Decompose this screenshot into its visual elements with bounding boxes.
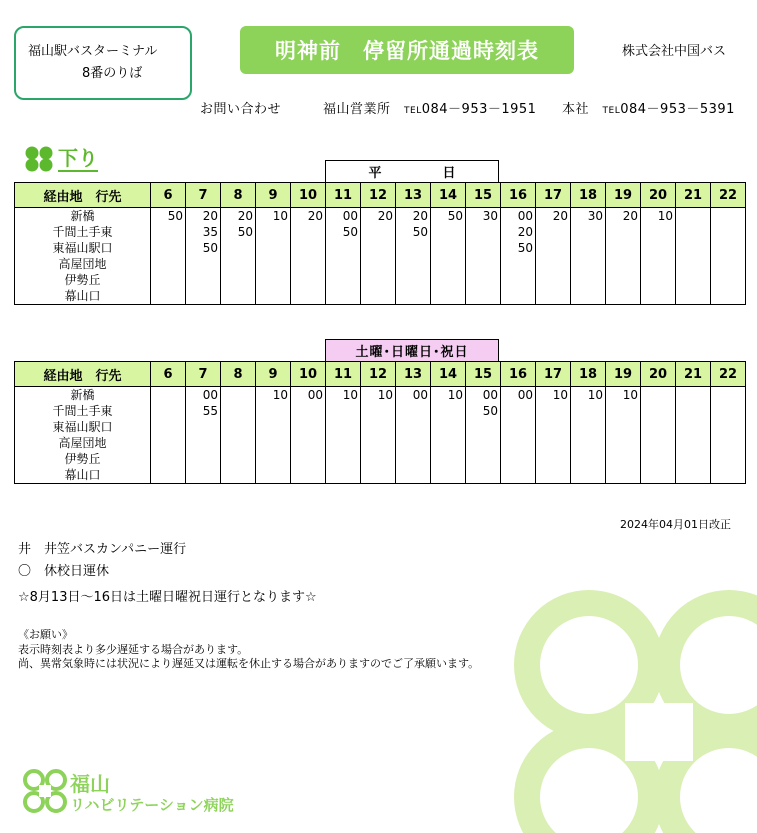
hour-header: 19	[606, 183, 641, 208]
hour-minutes-cell	[431, 208, 466, 305]
departure-minute: 50	[517, 241, 533, 255]
hour-header: 12	[361, 362, 396, 387]
destination-name: 幕山口	[64, 468, 101, 482]
company-name: 株式会社中国バス	[622, 44, 727, 59]
hour-header: 11	[326, 183, 361, 208]
branch-tel-prefix: TEL	[404, 106, 422, 116]
hour-header: 7	[186, 362, 221, 387]
legend-text: 井笠バスカンパニー運行	[44, 542, 187, 557]
hour-header: 17	[536, 362, 571, 387]
hour-header: 20	[641, 183, 676, 208]
departure-minute: 55	[202, 404, 218, 418]
timetable-holiday	[14, 361, 746, 484]
departure-minute: 00	[202, 388, 218, 402]
hour-header: 19	[606, 362, 641, 387]
departure-minute: 20	[237, 209, 253, 223]
hour-header: 6	[151, 362, 186, 387]
hour-minutes-cell	[641, 208, 676, 305]
sponsor-name: 福山	[70, 772, 110, 796]
departure-minute: 50	[202, 241, 218, 255]
hour-minutes-cell	[326, 387, 361, 484]
hour-header: 16	[501, 362, 536, 387]
destination-name: 高屋団地	[58, 257, 107, 271]
notes-line-1: 表示時刻表より多少遅延する場合があります。	[18, 643, 249, 656]
hour-header: 14	[431, 183, 466, 208]
hour-minutes-cell	[536, 387, 571, 484]
legend-item	[18, 560, 109, 579]
destination-name: 新橋	[70, 209, 95, 223]
departure-minute: 50	[447, 209, 463, 223]
departure-minute: 10	[342, 388, 358, 402]
special-notice: ☆8月13日～16日は土曜日曜祝日運行となります☆	[18, 590, 317, 605]
legend-text: 休校日運休	[44, 564, 110, 579]
hour-header: 8	[221, 183, 256, 208]
departure-minute: 10	[377, 388, 393, 402]
destination-name: 伊勢丘	[64, 452, 101, 466]
via-destination-header: 経由地 行先	[15, 362, 151, 387]
stop-name: 福山駅バスターミナル	[28, 44, 158, 59]
timetable-weekday	[14, 182, 746, 305]
hour-header: 8	[221, 362, 256, 387]
departure-minute: 30	[482, 209, 498, 223]
departure-minute: 50	[342, 225, 358, 239]
notes-line-2: 尚、異常気象時には状況により遅延又は運転を休止する場合がありますのでご了承願います。	[18, 657, 480, 670]
hour-minutes-cell	[606, 208, 641, 305]
destination-name: 千間土手東	[52, 404, 113, 418]
hour-header: 17	[536, 183, 571, 208]
hour-header: 21	[676, 362, 711, 387]
departure-minute: 20	[202, 209, 218, 223]
hour-header: 13	[396, 362, 431, 387]
hour-minutes-cell	[501, 208, 536, 305]
hour-minutes-cell	[536, 208, 571, 305]
contact-branch	[323, 98, 536, 117]
departure-minute: 20	[377, 209, 393, 223]
departure-minute: 00	[482, 388, 498, 402]
hour-minutes-cell	[361, 387, 396, 484]
sponsor-subtitle: リハビリテーション病院	[70, 796, 234, 814]
hour-header: 6	[151, 183, 186, 208]
legend-mark: 井	[18, 542, 32, 557]
hour-header: 16	[501, 183, 536, 208]
departure-minute: 50	[482, 404, 498, 418]
destination-name: 高屋団地	[58, 436, 107, 450]
notes-heading: 《お願い》	[18, 628, 73, 641]
hq-name: 本社	[562, 102, 590, 117]
departure-minute: 30	[587, 209, 603, 223]
hour-minutes-cell	[361, 208, 396, 305]
departure-minute: 10	[447, 388, 463, 402]
stop-platform: 8番のりば	[82, 66, 143, 81]
daytype-weekday-label: 平 日	[368, 166, 480, 181]
hour-minutes-cell	[291, 387, 326, 484]
page-title: 明神前 停留所通過時刻表	[240, 26, 574, 74]
hour-minutes-cell	[186, 387, 221, 484]
hour-minutes-cell	[571, 208, 606, 305]
hour-minutes-cell	[151, 208, 186, 305]
hour-minutes-cell	[396, 387, 431, 484]
revision-date: 2024年04月01日改正	[620, 518, 731, 531]
departure-minute: 10	[272, 388, 288, 402]
hour-minutes-cell	[711, 208, 746, 305]
departure-minute: 50	[167, 209, 183, 223]
departure-minute: 10	[622, 388, 638, 402]
timetable-header-row	[15, 362, 746, 387]
hour-header: 18	[571, 183, 606, 208]
departure-minute: 20	[622, 209, 638, 223]
departure-minute: 10	[587, 388, 603, 402]
clover-logo-icon	[22, 768, 68, 814]
legend-item	[18, 538, 186, 557]
hour-minutes-cell	[676, 208, 711, 305]
contact-label: お問い合わせ	[200, 102, 282, 117]
legend-mark: 〇	[18, 564, 32, 579]
departure-minute: 20	[517, 225, 533, 239]
hour-minutes-cell	[676, 387, 711, 484]
stop-info-box	[14, 26, 192, 100]
destination-name: 幕山口	[64, 289, 101, 303]
timetable-body-row	[15, 387, 746, 484]
hour-header: 14	[431, 362, 466, 387]
hour-header: 18	[571, 362, 606, 387]
hour-header: 9	[256, 183, 291, 208]
hour-header: 21	[676, 183, 711, 208]
hour-header: 15	[466, 362, 501, 387]
departure-minute: 00	[517, 209, 533, 223]
via-destination-header: 経由地 行先	[15, 183, 151, 208]
hour-minutes-cell	[186, 208, 221, 305]
clover-icon	[24, 146, 54, 172]
departure-minute: 20	[307, 209, 323, 223]
hour-minutes-cell	[221, 387, 256, 484]
timetable-header-row	[15, 183, 746, 208]
hour-minutes-cell	[431, 387, 466, 484]
hour-minutes-cell	[606, 387, 641, 484]
hour-header: 11	[326, 362, 361, 387]
departure-minute: 00	[517, 388, 533, 402]
hour-minutes-cell	[571, 387, 606, 484]
hour-minutes-cell	[501, 387, 536, 484]
hour-minutes-cell	[711, 387, 746, 484]
hour-header: 7	[186, 183, 221, 208]
branch-name: 福山営業所	[323, 102, 391, 117]
hour-minutes-cell	[256, 387, 291, 484]
hour-minutes-cell	[641, 387, 676, 484]
hour-header: 12	[361, 183, 396, 208]
daytype-holiday-label: 土曜･日曜日･祝日	[355, 345, 469, 360]
destination-list	[15, 387, 151, 484]
departure-minute: 50	[412, 225, 428, 239]
departure-minute: 50	[237, 225, 253, 239]
hour-header: 15	[466, 183, 501, 208]
hour-header: 20	[641, 362, 676, 387]
departure-minute: 20	[412, 209, 428, 223]
hq-tel: 084－953－5391	[620, 102, 735, 117]
daytype-weekday	[325, 160, 499, 182]
departure-minute: 10	[552, 388, 568, 402]
hour-minutes-cell	[221, 208, 256, 305]
direction-label	[24, 144, 98, 174]
hour-header: 22	[711, 362, 746, 387]
hour-minutes-cell	[326, 208, 361, 305]
destination-name: 東福山駅口	[52, 241, 113, 255]
hour-header: 22	[711, 183, 746, 208]
timetable-body-row	[15, 208, 746, 305]
hour-minutes-cell	[256, 208, 291, 305]
departure-minute: 10	[657, 209, 673, 223]
contact-hq	[562, 98, 735, 117]
hour-minutes-cell	[466, 208, 501, 305]
hour-minutes-cell	[396, 208, 431, 305]
hour-header: 10	[291, 362, 326, 387]
branch-tel: 084－953－1951	[421, 102, 537, 117]
hour-header: 13	[396, 183, 431, 208]
hq-tel-prefix: TEL	[602, 106, 621, 116]
departure-minute: 00	[412, 388, 428, 402]
destination-name: 新橋	[70, 388, 95, 402]
clover-watermark-icon	[505, 585, 757, 833]
hour-header: 10	[291, 183, 326, 208]
destination-name: 東福山駅口	[52, 420, 113, 434]
hour-minutes-cell	[466, 387, 501, 484]
hour-header: 9	[256, 362, 291, 387]
departure-minute: 00	[342, 209, 358, 223]
hour-minutes-cell	[291, 208, 326, 305]
hour-minutes-cell	[151, 387, 186, 484]
departure-minute: 10	[272, 209, 288, 223]
direction-text: 下り	[58, 146, 98, 170]
departure-minute: 00	[307, 388, 323, 402]
destination-name: 千間土手東	[52, 225, 113, 239]
departure-minute: 20	[552, 209, 568, 223]
destination-list	[15, 208, 151, 305]
daytype-holiday	[325, 339, 499, 361]
departure-minute: 35	[202, 225, 218, 239]
destination-name: 伊勢丘	[64, 273, 101, 287]
